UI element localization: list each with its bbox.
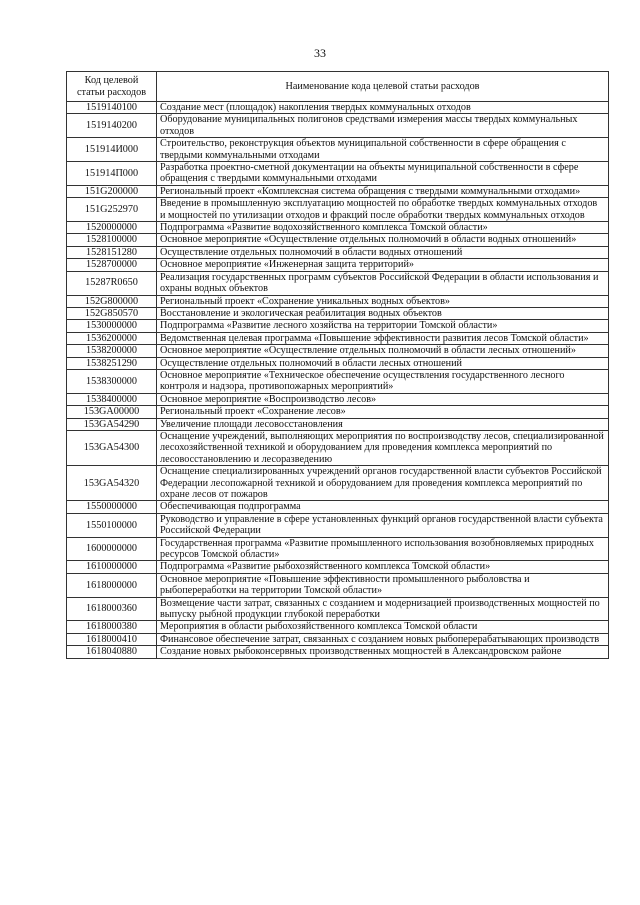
- row-code: 151914П000: [67, 162, 157, 186]
- table-row: [67, 466, 609, 501]
- table-row: [67, 573, 609, 597]
- table-row: [67, 406, 609, 418]
- table-body: [67, 102, 609, 659]
- row-name: Оснащение учреждений, выполняющих мероприятия по воспроизводству лесов, специализированной лесохозяйственной техникой и оборудованием для проведения комплекса мероприятий по лесовосстановлению и лесоразведению: [157, 430, 609, 465]
- row-code: 1618000410: [67, 633, 157, 645]
- row-code: 151G252970: [67, 198, 157, 222]
- row-code: 1519140100: [67, 102, 157, 114]
- table-row: [67, 246, 609, 258]
- table-row: [67, 369, 609, 393]
- row-code: 1618000360: [67, 597, 157, 621]
- row-name: Региональный проект «Сохранение лесов»: [157, 406, 609, 418]
- table-row: [67, 259, 609, 271]
- row-code: 1618040880: [67, 646, 157, 658]
- table-row: [67, 102, 609, 114]
- row-name: Подпрограмма «Развитие лесного хозяйства на территории Томской области»: [157, 320, 609, 332]
- table-row: [67, 597, 609, 621]
- row-code: 1550000000: [67, 501, 157, 513]
- row-code: 1550100000: [67, 513, 157, 537]
- row-code: 1520000000: [67, 222, 157, 234]
- table-row: [67, 222, 609, 234]
- table-row: [67, 114, 609, 138]
- table-row: [67, 307, 609, 319]
- row-code: 1528100000: [67, 234, 157, 246]
- table-row: [67, 646, 609, 658]
- row-name: Финансовое обеспечение затрат, связанных с созданием новых рыбоперерабатывающих производств: [157, 633, 609, 645]
- table-row: [67, 621, 609, 633]
- row-code: 1538251290: [67, 357, 157, 369]
- row-name: Региональный проект «Сохранение уникальных водных объектов»: [157, 295, 609, 307]
- table-row: [67, 345, 609, 357]
- row-name: Осуществление отдельных полномочий в области водных отношений: [157, 246, 609, 258]
- table-row: [67, 501, 609, 513]
- header-name: Наименование кода целевой статьи расходов: [157, 72, 609, 102]
- row-name: Возмещение части затрат, связанных с созданием и модернизацией производственных мощностей по выпуску рыбной продукции глубокой переработки: [157, 597, 609, 621]
- row-name: Восстановление и экологическая реабилитация водных объектов: [157, 307, 609, 319]
- row-name: Основное мероприятие «Инженерная защита территорий»: [157, 259, 609, 271]
- target-items-table: [66, 71, 609, 659]
- row-name: Разработка проектно-сметной документации на объекты муниципальной собственности в сфере обращения с твердыми коммунальными отходами: [157, 162, 609, 186]
- row-name: Основное мероприятие «Техническое обеспечение осуществления государственного лесного контроля и надзора, противопожарных мероприятий»: [157, 369, 609, 393]
- table-row: [67, 271, 609, 295]
- row-code: 1600000000: [67, 537, 157, 561]
- page-number: 33: [314, 46, 326, 60]
- row-name: Обеспечивающая подпрограмма: [157, 501, 609, 513]
- table-row: [67, 185, 609, 197]
- row-name: Введение в промышленную эксплуатацию мощностей по обработке твердых коммунальных отходов и мощностей по утилизации отходов и фракций после обработки твердых коммунальных отходов: [157, 198, 609, 222]
- table-row: [67, 320, 609, 332]
- row-code: 1528151280: [67, 246, 157, 258]
- row-name: Оснащение специализированных учреждений органов государственной власти субъектов Российской Федерации лесопожарной техникой и оборудованием для проведения комплекса мероприятий по охране лесов от пожаров: [157, 466, 609, 501]
- table-row: [67, 418, 609, 430]
- row-name: Подпрограмма «Развитие рыбохозяйственного комплекса Томской области»: [157, 561, 609, 573]
- row-code: 1530000000: [67, 320, 157, 332]
- row-name: Государственная программа «Развитие промышленного использования возобновляемых природных ресурсов Томской области»: [157, 537, 609, 561]
- row-name: Основное мероприятие «Осуществление отдельных полномочий в области лесных отношений»: [157, 345, 609, 357]
- row-code: 151914И000: [67, 138, 157, 162]
- row-name: Создание мест (площадок) накопления твердых коммунальных отходов: [157, 102, 609, 114]
- table-row: [67, 138, 609, 162]
- row-code: 1538400000: [67, 393, 157, 405]
- row-name: Ведомственная целевая программа «Повышение эффективности развития лесов Томской области»: [157, 332, 609, 344]
- row-code: 1538200000: [67, 345, 157, 357]
- row-code: 1618000380: [67, 621, 157, 633]
- table-row: [67, 234, 609, 246]
- row-name: Руководство и управление в сфере установленных функций органов государственной власти субъекта Российской Федерации: [157, 513, 609, 537]
- table-row: [67, 357, 609, 369]
- row-code: 1538300000: [67, 369, 157, 393]
- row-name: Строительство, реконструкция объектов муниципальной собственности в сфере обращения с твердыми коммунальными отходами: [157, 138, 609, 162]
- row-name: Подпрограмма «Развитие водохозяйственного комплекса Томской области»: [157, 222, 609, 234]
- table-row: [67, 537, 609, 561]
- row-name: Увеличение площади лесовосстановления: [157, 418, 609, 430]
- row-code: 152G800000: [67, 295, 157, 307]
- table-row: [67, 295, 609, 307]
- table-row: [67, 633, 609, 645]
- table-header-row: [67, 72, 609, 102]
- row-name: Основное мероприятие «Осуществление отдельных полномочий в области водных отношений»: [157, 234, 609, 246]
- row-code: 1528700000: [67, 259, 157, 271]
- row-code: 153GA54320: [67, 466, 157, 501]
- table-row: [67, 162, 609, 186]
- row-code: 153GA54290: [67, 418, 157, 430]
- row-code: 153GA54300: [67, 430, 157, 465]
- row-code: 153GA00000: [67, 406, 157, 418]
- table-row: [67, 332, 609, 344]
- row-name: Оборудование муниципальных полигонов средствами измерения массы твердых коммунальных отходов: [157, 114, 609, 138]
- table-row: [67, 430, 609, 465]
- row-name: Региональный проект «Комплексная система обращения с твердыми коммунальными отходами»: [157, 185, 609, 197]
- row-name: Мероприятия в области рыбохозяйственного комплекса Томской области: [157, 621, 609, 633]
- table-row: [67, 513, 609, 537]
- row-name: Реализация государственных программ субъектов Российской Федерации в области использования и охраны водных объектов: [157, 271, 609, 295]
- table-row: [67, 393, 609, 405]
- row-code: 151G200000: [67, 185, 157, 197]
- row-code: 1536200000: [67, 332, 157, 344]
- table-row: [67, 561, 609, 573]
- row-name: Создание новых рыбоконсервных производственных мощностей в Александровском районе: [157, 646, 609, 658]
- row-code: 15287R0650: [67, 271, 157, 295]
- row-name: Основное мероприятие «Повышение эффективности промышленного рыболовства и рыбопереработки на территории Томской области»: [157, 573, 609, 597]
- row-code: 1519140200: [67, 114, 157, 138]
- row-name: Основное мероприятие «Воспроизводство лесов»: [157, 393, 609, 405]
- row-name: Осуществление отдельных полномочий в области лесных отношений: [157, 357, 609, 369]
- table-row: [67, 198, 609, 222]
- row-code: 1618000000: [67, 573, 157, 597]
- row-code: 1610000000: [67, 561, 157, 573]
- row-code: 152G850570: [67, 307, 157, 319]
- header-code: Код целевой статьи расходов: [67, 72, 157, 102]
